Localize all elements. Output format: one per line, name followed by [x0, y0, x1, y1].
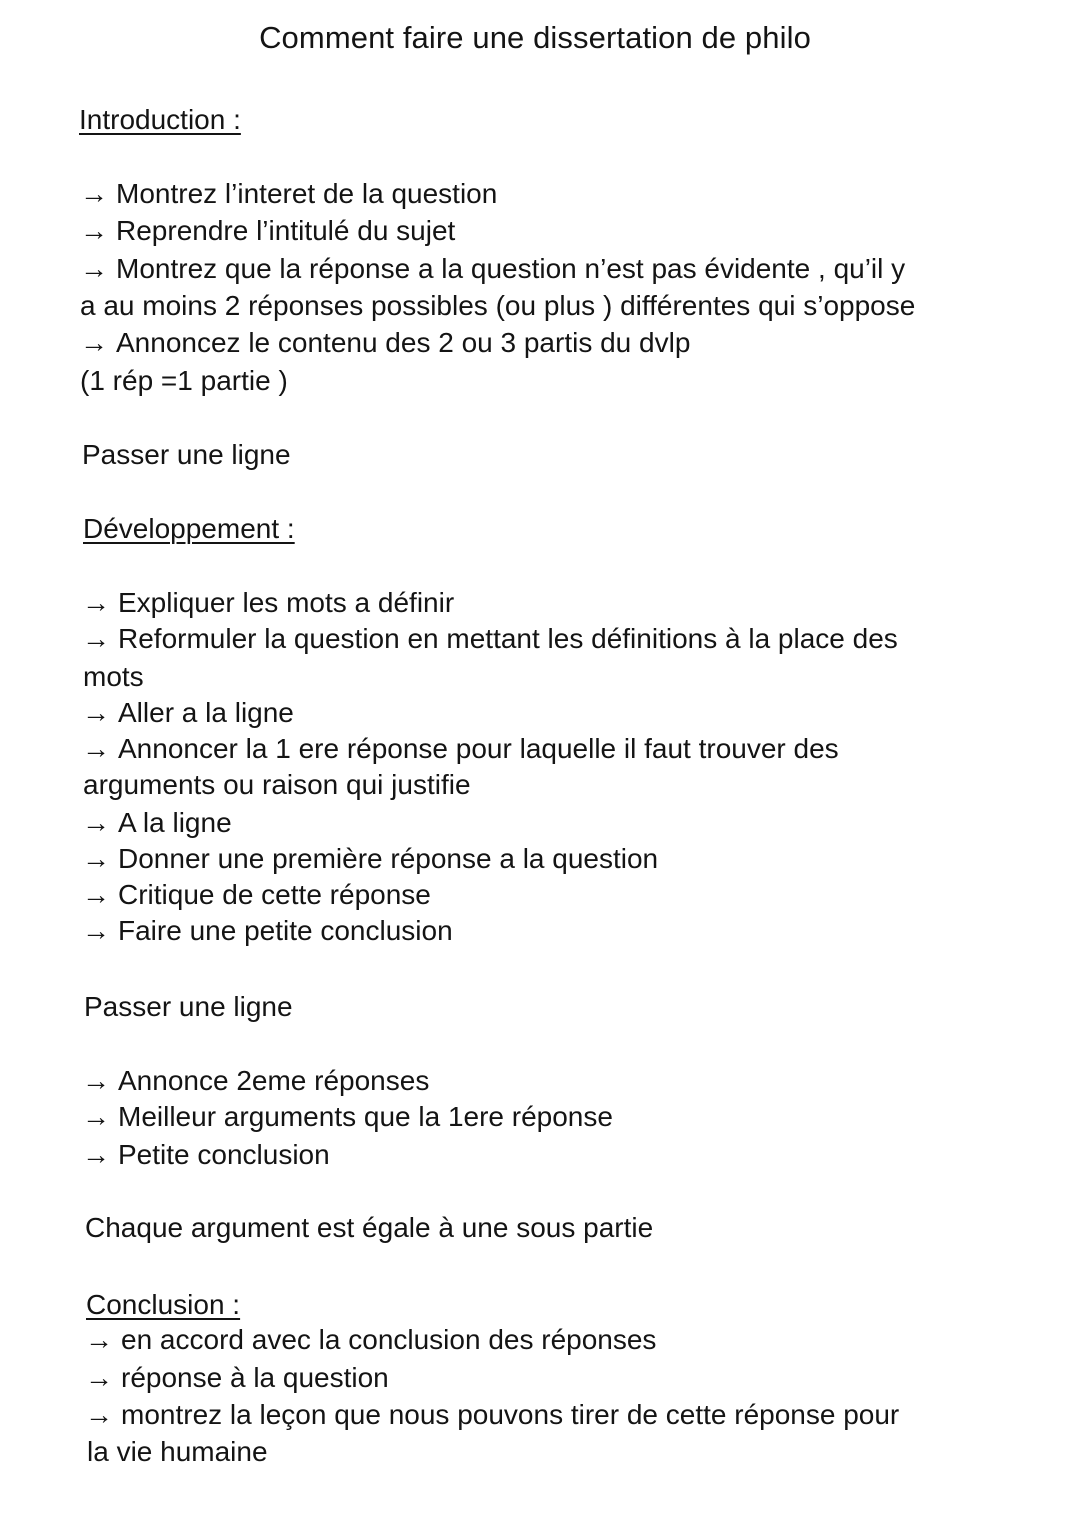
intro-item-text: Reprendre l’intitulé du sujet: [116, 215, 456, 246]
developpement-heading: Développement :: [83, 513, 295, 544]
arrow-icon: →: [82, 1139, 110, 1170]
dev-item-text: Meilleur arguments que la 1ere réponse: [118, 1101, 613, 1132]
arrow-icon: →: [82, 623, 110, 654]
conclusion-item-text: montrez la leçon que nous pouvons tirer de cette réponse pour: [121, 1399, 900, 1430]
dev-item: [82, 1063, 429, 1099]
dev-item: [82, 731, 839, 767]
document-title: Comment faire une dissertation de philo: [259, 20, 811, 55]
dev-note: Chaque argument est égale à une sous partie: [85, 1212, 654, 1243]
separator-text: Passer une ligne: [82, 439, 291, 470]
arrow-icon: →: [82, 587, 110, 618]
intro-item-note: (1 rép =1 partie ): [80, 365, 288, 396]
conclusion-item: [85, 1397, 899, 1433]
dev-item-text: Annonce 2eme réponses: [118, 1065, 430, 1096]
arrow-icon: →: [82, 843, 110, 874]
arrow-icon: →: [82, 1065, 110, 1096]
conclusion-item-continuation: la vie humaine: [87, 1436, 268, 1467]
dev-item-text: Expliquer les mots a définir: [118, 587, 455, 618]
intro-item-continuation: a au moins 2 réponses possibles (ou plus ) différentes qui s’oppose: [80, 290, 916, 321]
intro-item: [80, 325, 690, 361]
dev-item-text: Critique de cette réponse: [118, 879, 431, 910]
arrow-icon: →: [80, 253, 108, 284]
dev-item-text: Reformuler la question en mettant les définitions à la place des: [118, 623, 898, 654]
dev-item-text: Petite conclusion: [118, 1139, 330, 1170]
arrow-icon: →: [80, 327, 108, 358]
arrow-icon: →: [85, 1362, 113, 1393]
dev-item: [82, 1137, 330, 1173]
arrow-icon: →: [82, 915, 110, 946]
arrow-icon: →: [80, 215, 108, 246]
dev-item-text: A la ligne: [118, 807, 232, 838]
dev-item-continuation: arguments ou raison qui justifie: [83, 769, 471, 800]
dev-item: [82, 805, 232, 841]
arrow-icon: →: [85, 1399, 113, 1430]
dev-item-text: Faire une petite conclusion: [118, 915, 453, 946]
arrow-icon: →: [82, 1101, 110, 1132]
intro-item-text: Annoncez le contenu des 2 ou 3 partis du dvlp: [116, 327, 691, 358]
intro-item: [80, 213, 455, 249]
dev-item: [82, 695, 294, 731]
dev-item: [82, 585, 454, 621]
intro-item-text: Montrez l’interet de la question: [116, 178, 498, 209]
separator-text: Passer une ligne: [84, 991, 293, 1022]
intro-item: [80, 251, 905, 287]
intro-item: [80, 176, 497, 212]
dev-item-text: Annoncer la 1 ere réponse pour laquelle il faut trouver des: [118, 733, 839, 764]
dev-item: [82, 841, 658, 877]
conclusion-item: [85, 1360, 389, 1396]
dev-item: [82, 1099, 613, 1135]
arrow-icon: →: [80, 178, 108, 209]
intro-item-text: Montrez que la réponse a la question n’est pas évidente , qu’il y: [116, 253, 906, 284]
arrow-icon: →: [82, 879, 110, 910]
arrow-icon: →: [82, 697, 110, 728]
dev-item: [82, 877, 431, 913]
arrow-icon: →: [82, 807, 110, 838]
introduction-heading: Introduction :: [79, 104, 241, 135]
arrow-icon: →: [85, 1324, 113, 1355]
dev-item-text: Aller a la ligne: [118, 697, 294, 728]
dev-item-text: Donner une première réponse a la question: [118, 843, 659, 874]
conclusion-item: [85, 1322, 656, 1358]
dev-item: [82, 621, 898, 657]
conclusion-item-text: réponse à la question: [121, 1362, 389, 1393]
dev-item: [82, 913, 453, 949]
conclusion-item-text: en accord avec la conclusion des réponses: [121, 1324, 657, 1355]
arrow-icon: →: [82, 733, 110, 764]
dev-item-continuation: mots: [83, 661, 144, 692]
conclusion-heading: Conclusion :: [86, 1289, 241, 1320]
